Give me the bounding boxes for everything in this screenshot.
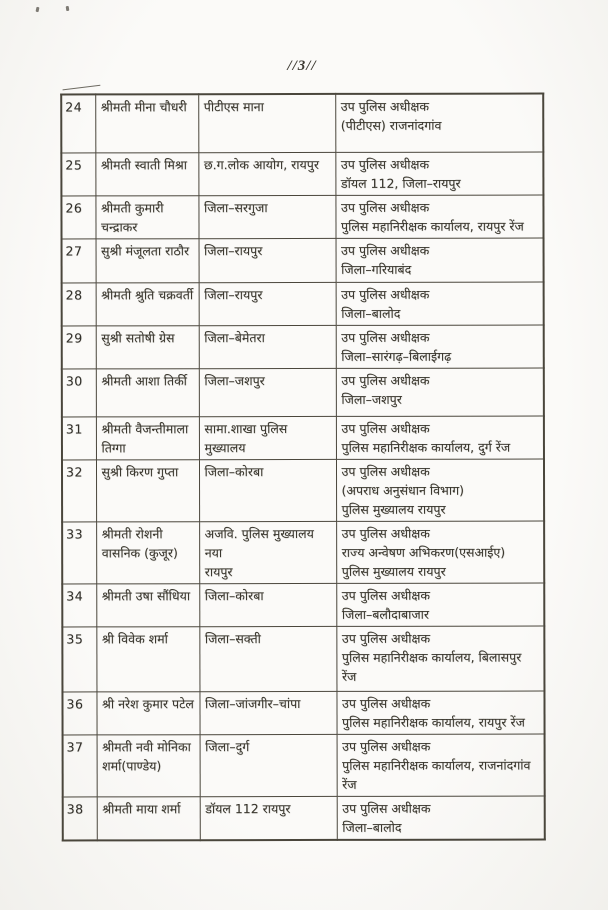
current-posting-cell: जिला–जशपुर <box>199 368 336 416</box>
table-row <box>62 367 544 416</box>
table-row <box>62 324 544 368</box>
new-posting-cell: उप पुलिस अधीक्षक राज्य अन्वेषण अभिकरण(एसआईए) पुलिस मुख्यालय रायपुर <box>336 520 544 582</box>
table-row <box>61 151 543 195</box>
name-cell: श्रीमती स्वाती मिश्रा <box>95 152 198 195</box>
current-posting-cell: अजवि. पुलिस मुख्यालय नया रायपुर <box>199 521 336 583</box>
scan-speck <box>66 6 70 11</box>
table-row <box>62 625 544 691</box>
new-posting-cell: उप पुलिस अधीक्षक जिला–गरियाबंद <box>336 237 544 281</box>
new-posting-cell: उप पुलिस अधीक्षक जिला–सारंगढ़–बिलाईगढ़ <box>336 324 544 367</box>
serial-cell: 28 <box>62 282 96 325</box>
current-posting-cell: जिला–कोरबा <box>199 459 336 521</box>
serial-cell: 36 <box>62 691 96 734</box>
new-posting-cell: उप पुलिस अधीक्षक (पीटीएस) राजनांदगांव <box>335 93 543 151</box>
serial-cell: 25 <box>61 152 95 195</box>
new-posting-cell: उप पुलिस अधीक्षक जिला–जशपुर <box>336 367 544 415</box>
name-cell: श्रीमती नवी मोनिका शर्मा(पाण्डेय) <box>97 734 200 796</box>
new-posting-cell: उप पुलिस अधीक्षक पुलिस महानिरीक्षक कार्यालय, रायपुर रेंज <box>336 690 544 733</box>
name-cell: श्री विवेक शर्मा <box>96 626 199 691</box>
name-cell: सुश्री सतोषी ग्रेस <box>96 325 199 368</box>
serial-cell: 34 <box>62 583 96 626</box>
new-posting-cell: उप पुलिस अधीक्षक पुलिस महानिरीक्षक कार्यालय, रायपुर रेंज <box>335 194 543 237</box>
name-cell: श्रीमती श्रुति चक्रवर्ती <box>96 282 199 325</box>
current-posting-cell: जिला–बेमेतरा <box>199 325 336 368</box>
current-posting-cell: छ.ग.लोक आयोग, रायपुर <box>198 152 335 195</box>
current-posting-cell: सामा.शाखा पुलिस मुख्यालय <box>199 416 336 459</box>
current-posting-cell: जिला–रायपुर <box>199 282 336 325</box>
new-posting-cell: उप पुलिस अधीक्षक जिला–बालोद <box>337 795 545 839</box>
serial-cell: 29 <box>62 325 96 368</box>
name-cell: श्री नरेश कुमार पटेल <box>96 691 199 734</box>
new-posting-cell: उप पुलिस अधीक्षक पुलिस महानिरीक्षक कार्यालय, राजनांदगांव रेंज <box>337 733 545 795</box>
name-cell: श्रीमती वैजन्तीमाला तिग्गा <box>96 416 199 459</box>
current-posting-cell: जिला–जांजगीर–चांपा <box>199 691 336 734</box>
table-row <box>62 582 544 626</box>
officer-transfer-table <box>60 92 546 841</box>
current-posting-cell: जिला–दुर्ग <box>200 734 337 796</box>
table-row <box>62 237 544 282</box>
table-row <box>62 281 544 325</box>
serial-cell: 38 <box>63 796 97 840</box>
serial-cell: 33 <box>62 521 96 583</box>
serial-cell: 27 <box>62 238 96 282</box>
name-cell: श्रीमती रोशनी वासनिक (कुजूर) <box>96 521 199 583</box>
table-row <box>62 690 544 734</box>
current-posting-cell: जिला–कोरबा <box>199 583 336 626</box>
new-posting-cell: उप पुलिस अधीक्षक डॉयल 112, जिला–रायपुर <box>335 151 543 194</box>
name-cell: श्रीमती कुमारी चन्द्राकर <box>95 195 198 238</box>
new-posting-cell: उप पुलिस अधीक्षक जिला–बलौदाबाजार <box>336 582 544 625</box>
table-row <box>62 520 544 583</box>
table-row <box>62 458 544 521</box>
name-cell: सुश्री मंजूलता राठौर <box>96 238 199 282</box>
serial-cell: 32 <box>62 459 96 521</box>
current-posting-cell: जिला–सरगुजा <box>198 195 335 238</box>
serial-cell: 37 <box>63 734 97 796</box>
new-posting-cell: उप पुलिस अधीक्षक जिला–बालोद <box>336 281 544 324</box>
serial-cell: 30 <box>62 368 96 416</box>
current-posting-cell: जिला–सक्ती <box>199 626 336 691</box>
table-row <box>61 194 543 238</box>
serial-cell: 24 <box>61 94 95 152</box>
table-row <box>61 93 543 152</box>
current-posting-cell: पीटीएस माना <box>198 94 335 152</box>
serial-cell: 35 <box>62 626 96 691</box>
scan-speck <box>36 7 40 13</box>
serial-cell: 26 <box>61 195 95 238</box>
table-row <box>63 795 545 840</box>
name-cell: श्रीमती मीना चौधरी <box>95 94 198 152</box>
name-cell: श्रीमती माया शर्मा <box>97 796 200 840</box>
page-number: //3// <box>287 58 317 74</box>
name-cell: श्रीमती उषा सौंधिया <box>96 583 199 626</box>
new-posting-cell: उप पुलिस अधीक्षक पुलिस महानिरीक्षक कार्यालय, दुर्ग रेंज <box>336 415 544 458</box>
table-row <box>63 733 545 796</box>
current-posting-cell: डॉयल 112 रायपुर <box>200 796 337 840</box>
serial-cell: 31 <box>62 416 96 459</box>
new-posting-cell: उप पुलिस अधीक्षक पुलिस महानिरीक्षक कार्यालय, बिलासपुर रेंज <box>336 625 544 690</box>
name-cell: सुश्री किरण गुप्ता <box>96 459 199 521</box>
table-row <box>62 415 544 459</box>
new-posting-cell: उप पुलिस अधीक्षक (अपराध अनुसंधान विभाग) पुलिस मुख्यालय रायपुर <box>336 458 544 520</box>
current-posting-cell: जिला–रायपुर <box>199 238 336 282</box>
name-cell: श्रीमती आशा तिर्की <box>96 368 199 416</box>
